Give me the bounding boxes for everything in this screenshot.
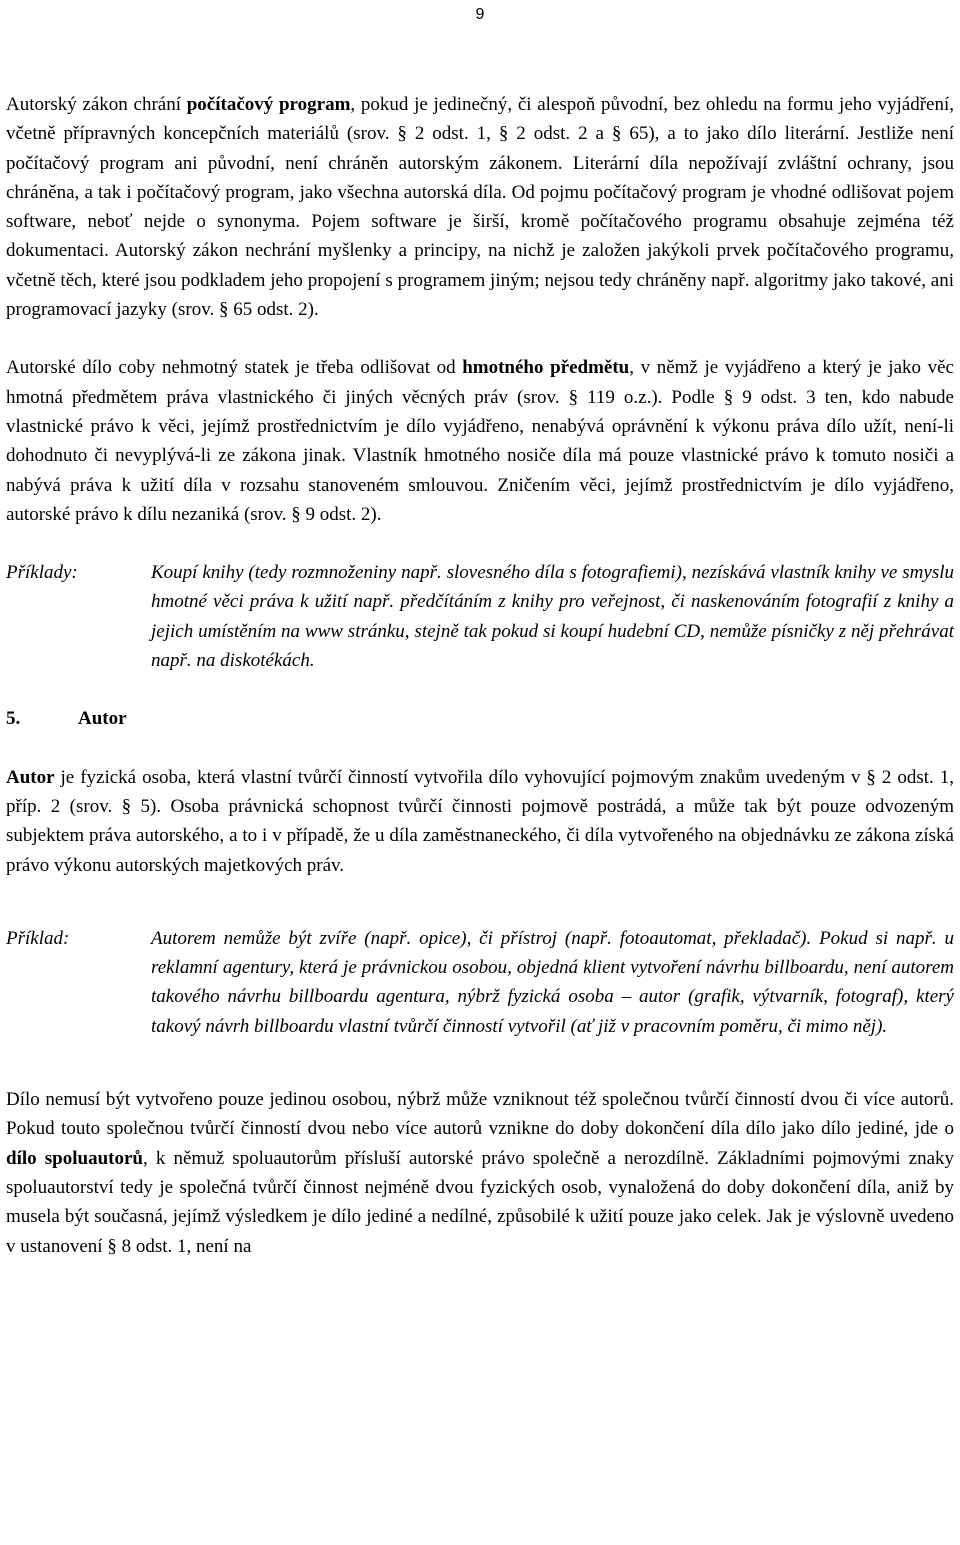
paragraph-author: [6, 763, 954, 880]
example-block: [6, 924, 954, 1041]
example-block: [6, 558, 954, 675]
paragraph-text: , k němuž spoluautorům přísluší autorské právo společně a nerozdílně. Základními pojmovými znaky spoluautorství tedy je společná tvůrčí činnost nejméně dvou fyzických osob, vynaložená do doby dokončení díla, aniž by musela být současná, jejímž výsledkem je dílo jediné a nedílné, způsobilé k užití pouze jako celek. Jak je výslovně uvedeno v ustanovení § 8 odst. 1, není na: [6, 1147, 954, 1257]
section-title: Autor: [78, 708, 127, 730]
document-body: [6, 90, 954, 1261]
section-number: 5.: [6, 708, 21, 730]
paragraph-text: Autorské dílo coby nehmotný statek je třeba odlišovat od: [6, 357, 463, 379]
bold-term: počítačový program: [186, 94, 351, 115]
example-label: Příklad:: [6, 927, 70, 949]
paragraph-text: je fyzická osoba, která vlastní tvůrčí činností vytvořila dílo vyhovující pojmovým znakům uvedeným v § 2 odst. 1, příp. 2 (srov. § 5). Osoba právnická schopnost tvůrčí činnosti pojmově postrádá, a může tak být pouze odvozeným subjektem práva autorského, a to i v případě, že u díla zaměstnaneckého, či díla vytvořeného na objednávku ze zákona získá právo výkonu autorských majetkových práv.: [6, 766, 954, 876]
paragraph-material-object: [6, 353, 954, 529]
paragraph-text: , v němž je vyjádřeno a který je jako věc hmotná předmětem práva vlastnického či jiných věcných práv (srov. § 119 o.z.). Podle § 9 odst. 3 ten, kdo nabude vlastnické právo k věci, jejímž prostřednictvím je dílo vyjádřeno, nenabývá oprávnění k výkonu práva dílo užít, není-li dohodnuto či nevyplývá-li ze zákona jinak. Vlastník hmotného nosiče díla má pouze vlastnické právo k tomuto nosiči a nabývá práva k užití díla v rozsahu stanoveném smlouvou. Zničením věci, jejímž prostřednictvím je dílo vyjádřeno, autorské právo k dílu nezaniká (srov. § 9 odst. 2).: [6, 357, 954, 525]
paragraph-text: Dílo nemusí být vytvořeno pouze jedinou osobou, nýbrž může vzniknout též společnou tvůrčí činností dvou či více autorů. Pokud touto společnou tvůrčí činností dvou nebo více autorů vznikne do doby dokončení díla dílo jako dílo jediné, jde o: [6, 1089, 954, 1140]
example-label: Příklady:: [6, 562, 78, 584]
bold-term: dílo spoluautorů: [6, 1147, 143, 1169]
section-heading: [6, 704, 954, 733]
bold-term: hmotného předmětu: [462, 357, 630, 379]
paragraph-computer-program: [6, 90, 954, 324]
example-text: Koupí knihy (tedy rozmnoženiny např. slovesného díla s fotografiemi), nezískává vlastník knihy ve smyslu hmotné věci práva k užití např. předčítáním z knihy pro veřejnost, či naskenováním fotografií z knihy a jejich umístěním na www stránku, stejně tak pokud si koupí hudební CD, nemůže písničky z něj přehrávat např. na diskotékách.: [151, 562, 954, 672]
page-number: 9: [475, 6, 485, 23]
bold-term: Autor: [6, 766, 55, 788]
paragraph-coauthors: [6, 1085, 954, 1261]
example-text: Autorem nemůže být zvíře (např. opice), či přístroj (např. fotoautomat, překladač). Pokud si např. u reklamní agentury, která je právnickou osobou, objedná klient vytvoření návrhu billboardu, není autorem takového návrhu billboardu agentura, nýbrž fyzická osoba – autor (grafik, výtvarník, fotograf), který takový návrh billboardu vlastní tvůrčí činností vytvořil (ať již v pracovním poměru, či mimo něj).: [151, 927, 954, 1037]
paragraph-text: , pokud je jedinečný, či alespoň původní, bez ohledu na formu jeho vyjádření, včetně přípravných koncepčních materiálů (srov. § 2 odst. 1, § 2 odst. 2 a § 65), a to jako dílo literární. Jestliže není počítačový program ani původní, není chráněn autorským zákonem. Literární díla nepožívají zvláštní ochrany, jsou chráněna, a tak i počítačový program, jako všechna autorská díla. Od pojmu počítačový program je vhodné odlišovat pojem software, neboť nejde o synonyma. Pojem software je širší, kromě počítačového programu obsahuje zejména též dokumentaci. Autorský zákon nechrání myšlenky a principy, na nichž je založen jakýkoli prvek počítačového programu, včetně těch, které jsou podkladem jeho propojení s programem jiným; nejsou tedy chráněny např. algoritmy jako takové, ani programovací jazyky (srov. § 65 odst. 2).: [6, 94, 954, 321]
paragraph-text: Autorský zákon chrání: [6, 94, 187, 115]
